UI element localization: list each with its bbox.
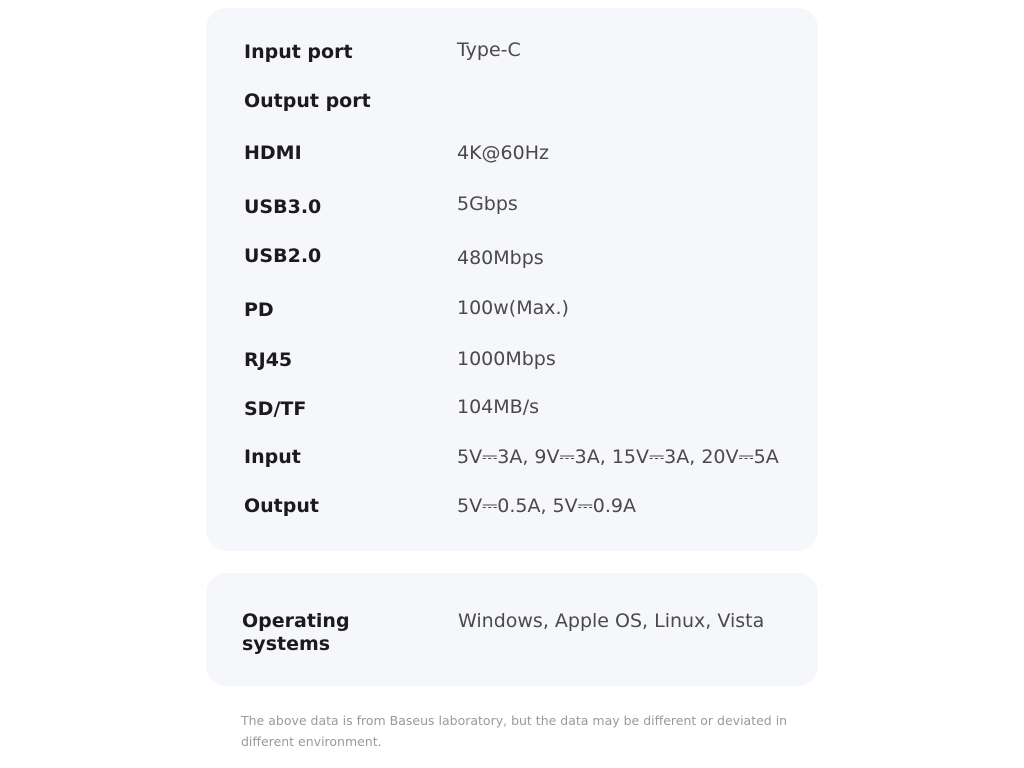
- spec-label: Output: [244, 495, 319, 517]
- spec-label: RJ45: [244, 349, 293, 371]
- spec-value: 1000Mbps: [457, 348, 556, 370]
- spec-row-input: [206, 445, 818, 475]
- disclaimer-footnote: The above data is from Baseus laboratory, but the data may be different or deviated in different environment.: [241, 713, 788, 749]
- spec-row-hdmi: [206, 141, 818, 171]
- spec-row-rj45: [206, 348, 818, 378]
- spec-value: 5Gbps: [457, 193, 518, 215]
- spec-row-usb2: [206, 244, 818, 274]
- spec-row-sd-tf: [206, 396, 818, 426]
- spec-value: 100w(Max.): [457, 297, 569, 319]
- spec-row-input-port: [206, 38, 818, 68]
- spec-label: SD/TF: [244, 398, 307, 420]
- spec-row-output: [206, 494, 818, 524]
- spec-label: PD: [244, 299, 274, 321]
- spec-label: Input port: [244, 41, 353, 63]
- os-label: Operating systems: [242, 610, 350, 655]
- os-card: [206, 573, 818, 686]
- spec-label: Input: [244, 446, 301, 468]
- spec-value: 4K@60Hz: [457, 142, 549, 164]
- os-value: Windows, Apple OS, Linux, Vista: [458, 610, 765, 632]
- spec-value: Type-C: [457, 39, 521, 61]
- spec-row-output-port: [206, 89, 818, 119]
- spec-value: 480Mbps: [457, 247, 544, 269]
- spec-row-pd: [206, 296, 818, 326]
- spec-label: USB2.0: [244, 245, 322, 267]
- spec-label: USB3.0: [244, 196, 322, 218]
- spec-value: 5V⎓0.5A, 5V⎓0.9A: [457, 495, 637, 517]
- spec-value: 104MB/s: [457, 396, 539, 418]
- spec-label: Output port: [244, 90, 371, 112]
- spec-row-usb3: [206, 194, 818, 224]
- specs-card: [206, 8, 818, 551]
- spec-value: 5V⎓3A, 9V⎓3A, 15V⎓3A, 20V⎓5A: [457, 446, 779, 468]
- spec-label: HDMI: [244, 142, 302, 164]
